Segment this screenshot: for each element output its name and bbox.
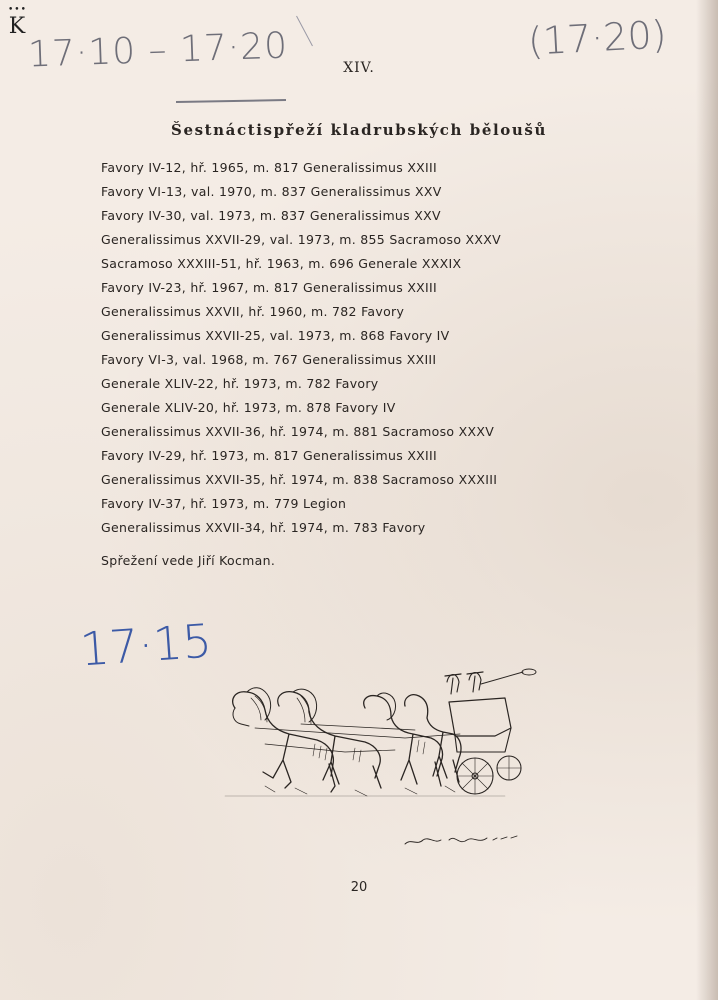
driver-note: Spřežení vede Jiří Kocman.: [101, 553, 276, 568]
list-item: Favory IV-37, hř. 1973, m. 779 Legion: [101, 496, 347, 511]
list-item: Favory IV-30, val. 1973, m. 837 Generalissimus XXV: [101, 208, 441, 223]
page-number: 20: [350, 880, 368, 895]
list-item: Generale XLIV-20, hř. 1973, m. 878 Favory IV: [101, 400, 396, 415]
list-item: Generalissimus XXVII-29, val. 1973, m. 855 Sacramoso XXXV: [101, 232, 501, 247]
page-edge-shadow: [696, 0, 718, 1000]
handwritten-time-blue: 17·15: [78, 613, 214, 677]
list-item: Generale XLIV-22, hř. 1973, m. 782 Favory: [101, 376, 379, 391]
list-item: Favory VI-13, val. 1970, m. 837 Generalissimus XXV: [101, 184, 442, 199]
page-title: Šestnáctispřeží kladrubských běloušů: [171, 121, 547, 139]
library-mark: [8, 6, 26, 39]
library-mark-dots: •••: [8, 5, 27, 15]
list-item: Favory IV-12, hř. 1965, m. 817 Generalissimus XXIII: [101, 160, 438, 175]
list-item: Favory IV-29, hř. 1973, m. 817 Generalissimus XXIII: [101, 448, 438, 463]
list-item: Sacramoso XXXIII-51, hř. 1963, m. 696 Generale XXXIX: [101, 256, 462, 271]
carriage-drawing: [205, 668, 545, 868]
list-item: Generalissimus XXVII-34, hř. 1974, m. 783 Favory: [101, 520, 426, 535]
chapter-number: XIV.: [343, 60, 375, 76]
carriage-illustration: [205, 668, 545, 872]
handwritten-time-bracketed: (17·20): [526, 12, 668, 64]
horse-list: [101, 156, 501, 540]
list-item: Favory IV-23, hř. 1967, m. 817 Generalissimus XXIII: [101, 280, 438, 295]
handwritten-time-range: 17·10 – 17·20: [27, 25, 289, 76]
list-item: Favory VI-3, val. 1968, m. 767 Generalissimus XXIII: [101, 352, 437, 367]
library-mark-letter: K: [8, 14, 26, 39]
list-item: Generalissimus XXVII, hř. 1960, m. 782 Favory: [101, 304, 405, 319]
list-item: Generalissimus XXVII-25, val. 1973, m. 868 Favory IV: [101, 328, 450, 343]
list-item: Generalissimus XXVII-36, hř. 1974, m. 881 Sacramoso XXXV: [101, 424, 495, 439]
list-item: Generalissimus XXVII-35, hř. 1974, m. 838 Sacramoso XXXIII: [101, 472, 498, 487]
